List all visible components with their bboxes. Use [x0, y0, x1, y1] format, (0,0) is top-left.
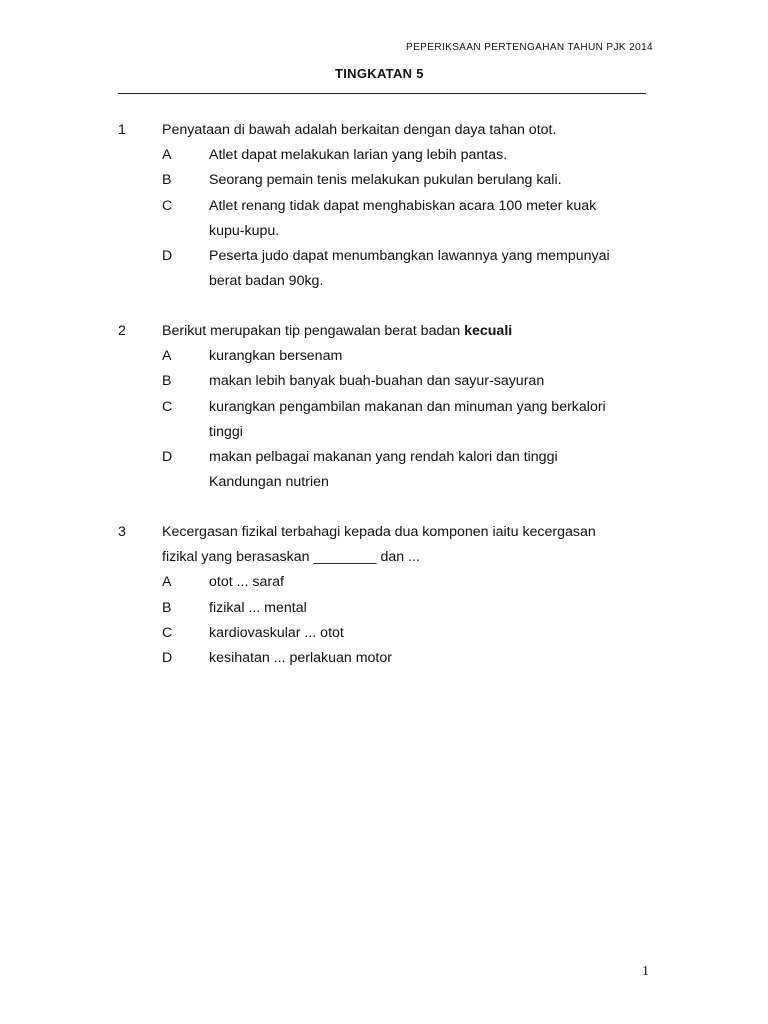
option-text	[209, 168, 658, 193]
option-text	[209, 445, 658, 495]
question-stem-text: Kecergasan fizikal terbahagi kepada dua komponen iaitu kecergasan	[162, 524, 596, 540]
option-line: Atlet dapat melakukan larian yang lebih pantas.	[209, 147, 508, 164]
option-text	[209, 143, 658, 168]
option-a	[162, 344, 658, 369]
option-c	[162, 194, 658, 244]
option-text	[209, 344, 658, 369]
option-letter: B	[162, 172, 172, 189]
option-line: Seorang pemain tenis melakukan pukulan berulang kali.	[209, 172, 562, 189]
option-line: makan lebih banyak buah-buahan dan sayur-sayuran	[209, 373, 545, 390]
option-line: fizikal ... mental	[209, 599, 307, 616]
option-a	[162, 143, 658, 168]
page-number: 1	[642, 964, 649, 979]
option-letter: D	[162, 449, 173, 465]
option-d	[162, 244, 658, 294]
option-line: Atlet renang tidak dapat menghabiskan acara 100 meter kuak	[209, 197, 597, 214]
option-text	[209, 570, 658, 595]
question-stem	[118, 319, 658, 344]
stem-emphasis-text: kecuali	[464, 323, 513, 339]
option-letter: C	[162, 197, 173, 214]
option-text	[209, 621, 658, 646]
option-letter: A	[162, 574, 172, 591]
option-letter: C	[162, 624, 173, 641]
question-3	[118, 520, 658, 671]
option-line: berat badan 90kg.	[209, 273, 324, 290]
question-number-spacer	[118, 545, 162, 570]
option-letter: A	[162, 348, 172, 365]
question-stem-text: Penyataan di bawah adalah berkaitan dengan daya tahan otot.	[162, 122, 557, 138]
option-letter: D	[162, 248, 173, 264]
question-stem	[118, 118, 658, 143]
option-letter: B	[162, 599, 172, 616]
question-stem-text	[162, 319, 658, 344]
question-number: 3	[118, 524, 126, 540]
option-line: kurangkan bersenam	[209, 348, 343, 365]
option-line: Kandungan nutrien	[209, 474, 329, 491]
stem-plain-text: Berikut merupakan tip pengawalan berat badan	[162, 323, 465, 339]
option-line: kardiovaskular ... otot	[209, 624, 344, 641]
option-text	[209, 395, 658, 445]
option-text	[209, 194, 658, 244]
option-d	[162, 445, 658, 495]
option-line: Peserta judo dapat menumbangkan lawannya yang mempunyai	[209, 248, 610, 264]
question-stem-text: fizikal yang berasaskan ________ dan ...	[162, 549, 420, 566]
option-line: otot ... saraf	[209, 574, 284, 591]
question-1	[118, 118, 658, 294]
option-d	[162, 646, 658, 671]
option-letter: D	[162, 649, 173, 666]
option-c	[162, 621, 658, 646]
option-text	[209, 646, 658, 671]
option-b	[162, 168, 658, 193]
option-line: kupu-kupu.	[209, 222, 280, 239]
option-letter: B	[162, 373, 172, 390]
question-2	[118, 319, 658, 495]
question-number: 2	[118, 323, 126, 339]
question-stem-continuation	[118, 545, 658, 570]
option-text	[209, 369, 658, 394]
option-text	[209, 596, 658, 621]
option-line: kesihatan ... perlakuan motor	[209, 649, 392, 666]
option-c	[162, 395, 658, 445]
option-b	[162, 369, 658, 394]
exam-title: PEPERIKSAAN PERTENGAHAN TAHUN PJK 2014	[406, 42, 653, 53]
option-text	[209, 244, 658, 294]
option-line: kurangkan pengambilan makanan dan minuman yang berkalori	[209, 398, 606, 415]
option-letter: A	[162, 147, 172, 164]
option-letter: C	[162, 398, 173, 415]
header-divider	[118, 93, 646, 94]
option-line: tinggi	[209, 423, 243, 440]
option-line: makan pelbagai makanan yang rendah kalori dan tinggi	[209, 449, 558, 465]
option-b	[162, 596, 658, 621]
question-number: 1	[118, 122, 126, 138]
question-stem	[118, 520, 658, 545]
option-a	[162, 570, 658, 595]
form-title: TINGKATAN 5	[335, 66, 424, 81]
